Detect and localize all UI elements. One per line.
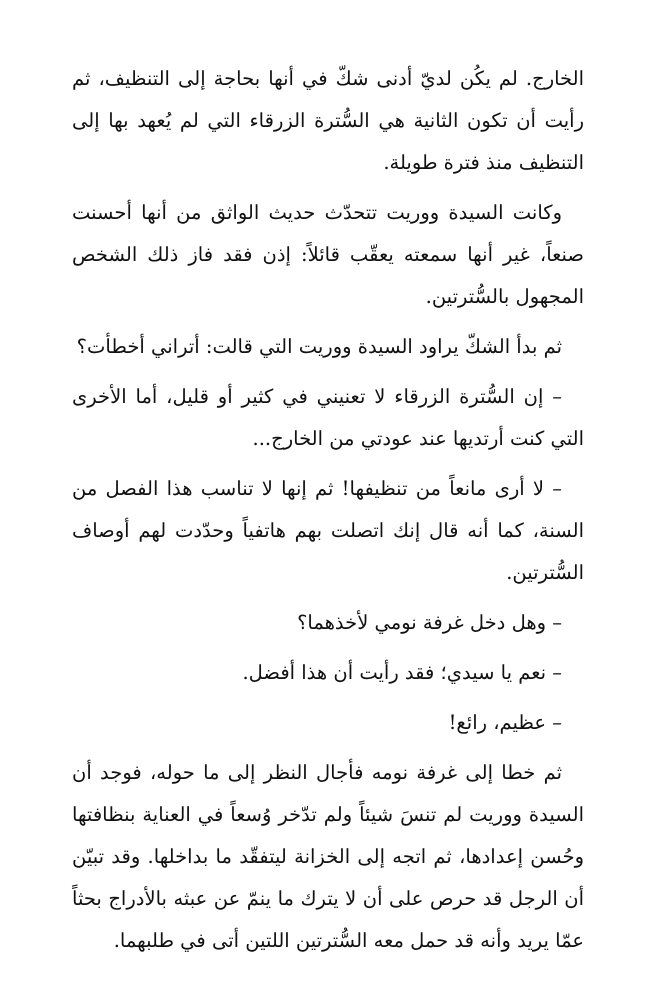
dialogue-line-3: – وهل دخل غرفة نومي لأخذهما؟ — [297, 611, 562, 634]
document-page — [72, 58, 584, 970]
paragraph-bedroom: ثم خطا إلى غرفة نومه فأجال النظر إلى ما حوله، فوجد أن السيدة ووريت لم تنسَ شيئاً ولم تدّخر وُسعاً في العناية بنظافتها وحُسن إعدادها، ثم اتجه إلى الخزانة ليتفقّد ما بداخلها. وقد تبيّن أن الرجل قد حرص على أن لا يترك ما ينمّ عن عبثه بالأدراج بحثاً عمّا يريد وأنه قد حمل معه السُّترتين اللتين أتى في طلبهما. — [72, 761, 584, 952]
dialogue-line-4: – نعم يا سيدي؛ فقد رأيت أن هذا أفضل. — [242, 661, 562, 684]
dialogue-line-5: – عظيم، رائع! — [448, 711, 562, 734]
paragraph-doubt: ثم بدأ الشكّ يراود السيدة ووريت التي قالت: أتراني أخطأت؟ — [76, 335, 562, 358]
dialogue-line-2: – لا أرى مانعاً من تنظيفها! ثم إنها لا تناسب هذا الفصل من السنة، كما أنه قال إنك اتصلت بهم هاتفياً وحدّدت لهم أوصاف السُّترتين. — [72, 477, 584, 584]
dialogue-line-1: – إن السُّترة الزرقاء لا تعنيني في كثير أو قليل، أما الأخرى التي كنت أرتديها عند عودتي من الخارج... — [72, 385, 584, 450]
paragraph-mrs-worrett-speaks: وكانت السيدة ووريت تتحدّث حديث الواثق من أنها أحسنت صنعاً، غير أنها سمعته يعقّب قائلاً: إذن فقد فاز ذلك الشخص المجهول بالسُّترتين. — [72, 201, 584, 308]
paragraph-continued-text: الخارج. لم يكُن لديّ أدنى شكّ في أنها بحاجة إلى التنظيف، ثم رأيت أن تكون الثانية هي السُّترة الزرقاء التي لم يُعهد بها إلى التنظيف منذ فترة طويلة. — [72, 67, 584, 174]
